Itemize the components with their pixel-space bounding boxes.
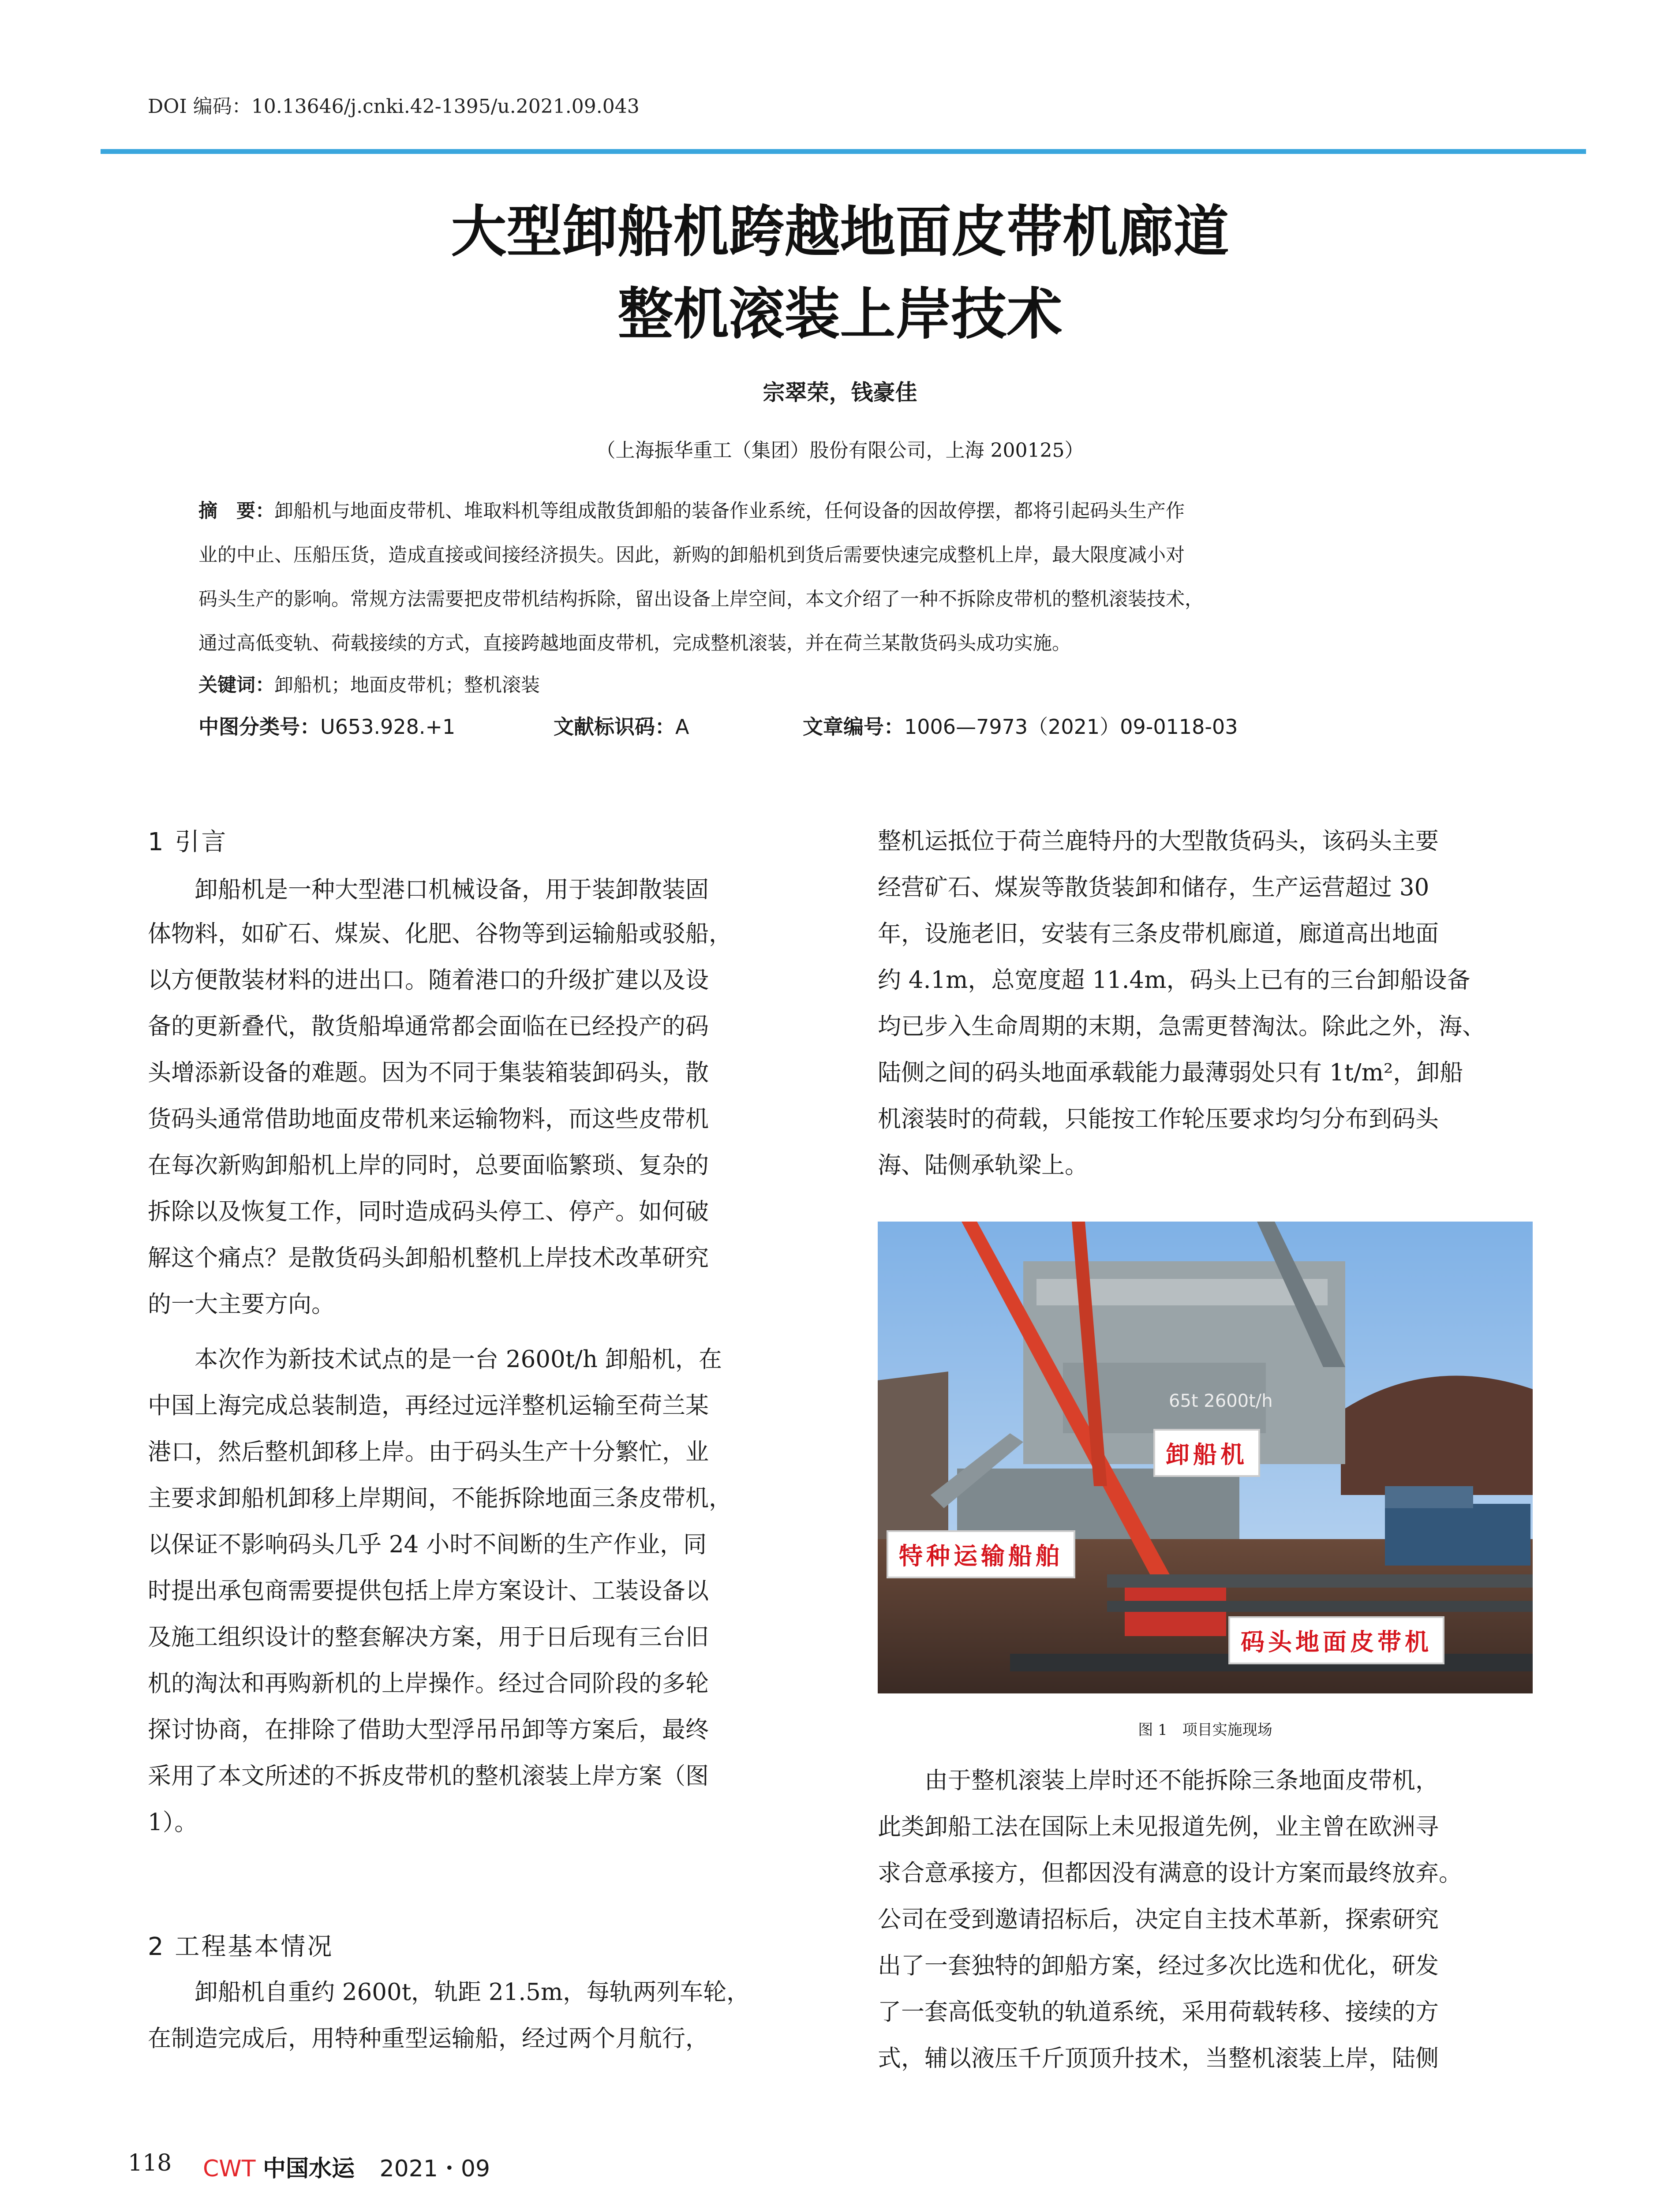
right-p1-l3: 约 4.1m，总宽度超 11.4m，码头上已有的三台卸船设备: [878, 967, 1470, 994]
right-p2-l2: 求合意承接方，但都因没有满意的设计方案而最终放弃。: [878, 1860, 1462, 1887]
left-p2-l1: 中国上海完成总装制造，再经过远洋整机运输至荷兰某: [148, 1392, 709, 1419]
left-p1-l0: 卸船机是一种大型港口机械设备，用于装卸散装固: [148, 876, 709, 903]
page-number: 118: [128, 2150, 172, 2176]
right-p1-l4: 均已步入生命周期的末期，急需更替淘汰。除此之外，海、: [878, 1013, 1485, 1040]
abstract-line-3: 码头生产的影响。常规方法需要把皮带机结构拆除，留出设备上岸空间，本文介绍了一种不拆除皮带机的整机滚装技术，: [198, 588, 1204, 610]
article-number: [803, 711, 1238, 740]
right-p2-l6: 式，辅以液压千斤顶顶升技术，当整机滚装上岸，陆侧: [878, 2045, 1439, 2072]
doc-label: 文献标识码：: [554, 715, 675, 739]
article-title-line-1: 大型卸船机跨越地面皮带机廊道: [451, 199, 1229, 264]
left-p3-l1: 在制造完成后，用特种重型运输船，经过两个月航行，: [148, 2025, 709, 2052]
machine-text: 65t 2600t/h: [1169, 1391, 1273, 1411]
left-p2-l4: 以保证不影响码头几乎 24 小时不间断的生产作业，同: [148, 1531, 707, 1558]
left-p1-l4: 头增添新设备的难题。因为不同于集装箱装卸码头，散: [148, 1059, 709, 1086]
right-p2-l3: 公司在受到邀请招标后，决定自主技术革新，探索研究: [878, 1906, 1439, 1933]
keywords-label: 关键词：: [198, 674, 274, 696]
journal-name: 中国水运: [263, 2156, 355, 2182]
abstract-line-1: [198, 496, 1185, 523]
left-p2-l8: 探讨协商，在排除了借助大型浮吊吊卸等方案后，最终: [148, 1716, 709, 1743]
left-p2-l7: 机的淘汰和再购新机的上岸操作。经过合同阶段的多轮: [148, 1670, 709, 1697]
label-belt-conveyor: 码头地面皮带机: [1228, 1616, 1444, 1664]
authors: 宗翠荣，钱豪佳: [763, 380, 917, 405]
left-p1-l5: 货码头通常借助地面皮带机来运输物料，而这些皮带机: [148, 1106, 709, 1132]
right-p1-l0: 整机运抵位于荷兰鹿特丹的大型散货码头，该码头主要: [878, 828, 1439, 855]
figure-caption: 图 1 项目实施现场: [1138, 1721, 1272, 1739]
abstract-text: 卸船机与地面皮带机、堆取料机等组成散货卸船的装备作业系统，任何设备的因故停摆，都将引起码头生产作: [274, 500, 1185, 522]
left-p1-l9: 的一大主要方向。: [148, 1291, 335, 1318]
left-p1-l2: 以方便散装材料的进出口。随着港口的升级扩建以及设: [148, 967, 709, 994]
right-p2-l1: 此类卸船工法在国际上未见报道先例，业主曾在欧洲寻: [878, 1813, 1439, 1840]
abstract-label: 摘 要：: [198, 500, 274, 522]
section-heading-2: 2 工程基本情况: [148, 1932, 334, 1961]
right-p1-l7: 海、陆侧承轨梁上。: [878, 1152, 1088, 1179]
article-title-line-2: 整机滚装上岸技术: [617, 281, 1063, 347]
left-p1-l8: 解这个痛点？是散货码头卸船机整机上岸技术改革研究: [148, 1245, 709, 1271]
doi-line: DOI 编码：10.13646/j.cnki.42-1395/u.2021.09.043: [148, 95, 640, 118]
issue: 2021・09: [379, 2156, 490, 2182]
left-p2-l0: 本次作为新技术试点的是一台 2600t/h 卸船机，在: [148, 1346, 722, 1373]
right-p1-l6: 机滚装时的荷载，只能按工作轮压要求均匀分布到码头: [878, 1106, 1439, 1132]
journal-footer: [203, 2150, 490, 2183]
left-p2-l5: 时提出承包商需要提供包括上岸方案设计、工装设备以: [148, 1577, 709, 1604]
label-transport-ship: 特种运输船舶: [887, 1530, 1075, 1578]
left-p2-l3: 主要求卸船机卸移上岸期间，不能拆除地面三条皮带机，: [148, 1485, 732, 1512]
doc-code: [554, 711, 689, 740]
art-label: 文章编号：: [803, 715, 904, 739]
right-p1-l5: 陆侧之间的码头地面承载能力最薄弱处只有 1t/m²，卸船: [878, 1059, 1463, 1086]
figure-photo: [878, 1222, 1533, 1693]
right-p2-l5: 了一套高低变轨的轨道系统，采用荷载转移、接续的方: [878, 1999, 1439, 2026]
left-p2-l10: 1）。: [148, 1809, 198, 1836]
art-value: 1006—7973（2021）09-0118-03: [904, 715, 1238, 739]
affiliation: （上海振华重工（集团）股份有限公司，上海 200125）: [596, 439, 1084, 462]
clc-value: U653.928.+1: [320, 715, 456, 739]
journal-code: CWT: [203, 2156, 256, 2182]
left-p3-l0: 卸船机自重约 2600t，轨距 21.5m，每轨两列车轮，: [148, 1979, 750, 2006]
keywords-text: 卸船机；地面皮带机；整机滚装: [274, 674, 540, 696]
left-p2-l9: 采用了本文所述的不拆皮带机的整机滚装上岸方案（图: [148, 1763, 709, 1790]
doc-value: A: [675, 715, 689, 739]
right-p2-l4: 出了一套独特的卸船方案，经过多次比选和优化，研发: [878, 1952, 1439, 1979]
right-p2-l0: 由于整机滚装上岸时还不能拆除三条地面皮带机，: [878, 1767, 1439, 1794]
section-heading-1: 1 引言: [148, 828, 228, 856]
right-p1-l1: 经营矿石、煤炭等散货装卸和储存，生产运营超过 30: [878, 874, 1429, 901]
right-p1-l2: 年，设施老旧，安装有三条皮带机廊道，廊道高出地面: [878, 920, 1439, 947]
left-p1-l7: 拆除以及恢复工作，同时造成码头停工、停产。如何破: [148, 1198, 709, 1225]
keywords-line: [198, 670, 540, 697]
left-p1-l3: 备的更新叠代，散货船埠通常都会面临在已经投产的码: [148, 1013, 709, 1040]
left-p1-l1: 体物料，如矿石、煤炭、化肥、谷物等到运输船或驳船，: [148, 920, 732, 947]
abstract-line-2: 业的中止、压船压货，造成直接或间接经济损失。因此，新购的卸船机到货后需要快速完成整机上岸，最大限度减小对: [198, 544, 1185, 566]
header-rule: [101, 149, 1586, 154]
label-unloader: 卸船机: [1153, 1429, 1260, 1477]
left-p2-l2: 港口，然后整机卸移上岸。由于码头生产十分繁忙，业: [148, 1439, 709, 1465]
left-p2-l6: 及施工组织设计的整套解决方案，用于日后现有三台旧: [148, 1624, 709, 1651]
left-p1-l6: 在每次新购卸船机上岸的同时，总要面临繁琐、复杂的: [148, 1152, 709, 1179]
classification-line: [198, 711, 455, 740]
clc-label: 中图分类号：: [198, 715, 320, 739]
abstract-line-4: 通过高低变轨、荷载接续的方式，直接跨越地面皮带机，完成整机滚装，并在荷兰某散货码头成功实施。: [198, 632, 1071, 654]
